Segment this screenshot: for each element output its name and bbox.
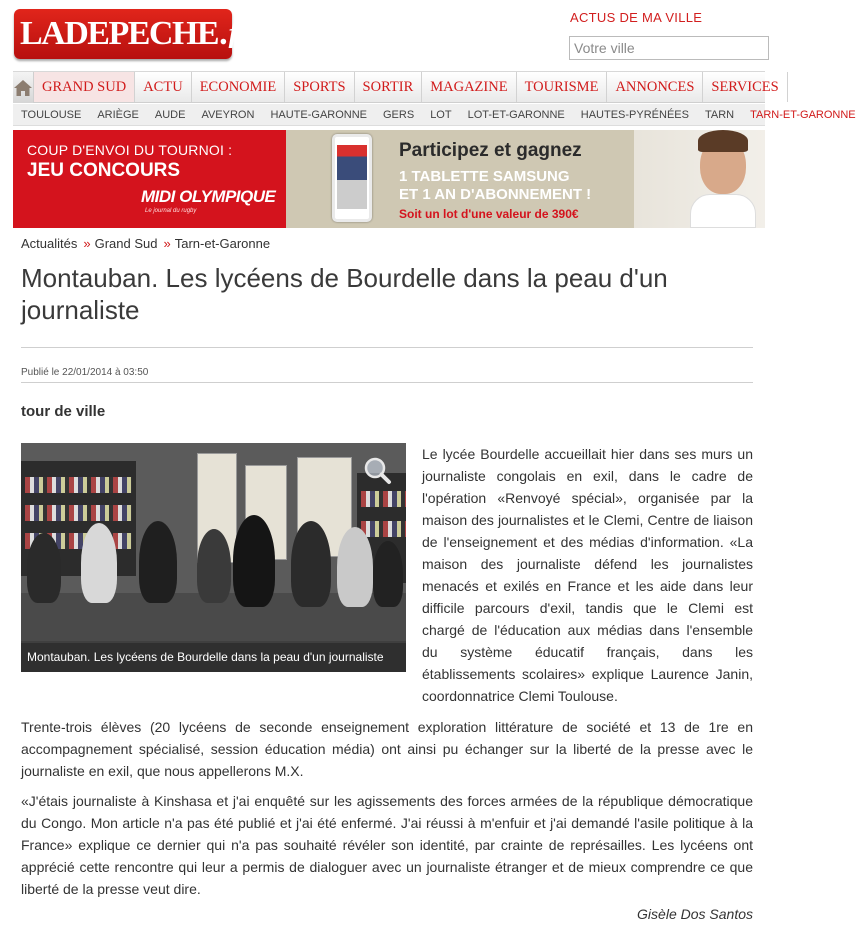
subnav-item-tarn-et-garonne[interactable]: TARN-ET-GARONNE: [750, 109, 856, 121]
contest-banner-ad[interactable]: [13, 130, 765, 228]
nav-item-grand-sud[interactable]: GRAND SUD: [34, 72, 135, 102]
home-icon: [13, 79, 33, 97]
logo-text: LADEPECHE: [20, 15, 219, 52]
publish-date: Publié le 22/01/2014 à 03:50: [21, 367, 149, 378]
divider: [21, 382, 753, 383]
sub-nav: [13, 104, 856, 126]
nav-item-tourisme[interactable]: TOURISME: [517, 72, 608, 102]
breadcrumb-separator: »: [83, 236, 91, 251]
article-rubric: tour de ville: [21, 403, 106, 420]
logo-suffix: fr: [228, 18, 249, 49]
nav-item-economie[interactable]: ECONOMIE: [192, 72, 286, 102]
main-nav: [13, 71, 779, 103]
banner-brand-tagline: Le journal du rugby: [145, 208, 197, 214]
breadcrumb-item-grand-sud[interactable]: Grand Sud: [94, 236, 158, 251]
nav-item-sortir[interactable]: SORTIR: [355, 72, 423, 102]
site-logo[interactable]: [14, 9, 249, 59]
logo-dot: .: [219, 15, 228, 52]
subnav-item-toulouse[interactable]: TOULOUSE: [21, 109, 82, 121]
breadcrumb-item-tarn-et-garonne[interactable]: Tarn-et-Garonne: [174, 236, 271, 251]
nav-item-magazine[interactable]: MAGAZINE: [422, 72, 516, 102]
subnav-item-gers[interactable]: GERS: [383, 109, 415, 121]
subnav-item-lot[interactable]: LOT: [430, 109, 452, 121]
subnav-item-ariege[interactable]: ARIÈGE: [97, 109, 139, 121]
subnav-item-tarn[interactable]: TARN: [704, 109, 735, 121]
banner-prize-line-1: 1 TABLETTE SAMSUNG: [399, 168, 570, 185]
banner-model-photo: [690, 130, 756, 228]
banner-headline: Participez et gagnez: [399, 140, 582, 161]
nav-item-annonces[interactable]: ANNONCES: [607, 72, 703, 102]
subnav-item-lot-et-garonne[interactable]: LOT-ET-GARONNE: [467, 109, 565, 121]
article-author: Gisèle Dos Santos: [637, 906, 753, 922]
zoom-magnifier-icon[interactable]: [362, 455, 392, 485]
photo-caption: Montauban. Les lycéens de Bourdelle dans la peau d'un journaliste: [21, 643, 406, 672]
city-search-input[interactable]: [569, 36, 769, 60]
article-title: Montauban. Les lycéens de Bourdelle dans la peau d'un journaliste: [21, 263, 668, 325]
subnav-item-hautes-pyrenees[interactable]: HAUTES-PYRÉNÉES: [580, 109, 689, 121]
banner-prize-value: Soit un lot d'une valeur de 390€: [399, 207, 579, 221]
banner-right-panel: [634, 130, 765, 228]
banner-left-panel: [13, 130, 286, 228]
breadcrumb-item-actualites[interactable]: Actualités: [21, 236, 78, 251]
banner-kickoff-text: COUP D'ENVOI DU TOURNOI :: [27, 142, 233, 158]
article-paragraph-3: «J'étais journaliste à Kinshasa et j'ai enquêté sur les agissements des forces armées de la république démocratique du Congo. Mon article n'a pas été publié et j'ai été enfermé. J'ai réussi à m'enfuir et j'ai demandé l'asile politique à la France» explique ce dernier qui n'a pas souhaité révéler son identité, par crainte de représailles. Les lycéens ont apprécié cette rencontre qui leur a permis de dialoguer avec un journaliste étranger et de mieux comprendre ce que liberté de la presse veut dire.: [21, 793, 753, 897]
nav-item-services[interactable]: SERVICES: [703, 72, 787, 102]
banner-contest-text: JEU CONCOURS: [27, 160, 181, 181]
tablet-image: [332, 134, 372, 222]
divider: [21, 347, 753, 348]
subnav-item-haute-garonne[interactable]: HAUTE-GARONNE: [270, 109, 367, 121]
banner-brand-logo: MIDI OLYMPIQUE: [141, 187, 276, 206]
article-paragraph-2: Trente-trois élèves (20 lycéens de seconde enseignement exploration littérature de société et 13 de 1re en accompagnement spécialisé, session éducation média) ont ainsi pu échanger sur la liberté de la presse avec le journaliste en exil, que nous appellerons M.X.: [21, 719, 753, 779]
nav-item-sports[interactable]: SPORTS: [285, 72, 354, 102]
nav-home-button[interactable]: [13, 72, 34, 103]
banner-middle-panel: [286, 130, 634, 228]
classroom-scene-image: [21, 443, 406, 641]
banner-prize-line-2: ET 1 AN D'ABONNEMENT !: [399, 186, 592, 203]
city-news-title: ACTUS DE MA VILLE: [570, 10, 703, 25]
subnav-item-aveyron[interactable]: AVEYRON: [201, 109, 255, 121]
breadcrumb: [21, 236, 270, 251]
subnav-item-aude[interactable]: AUDE: [154, 109, 186, 121]
breadcrumb-separator: »: [163, 236, 171, 251]
article-photo[interactable]: [21, 443, 406, 672]
nav-item-actu[interactable]: ACTU: [135, 72, 191, 102]
article-paragraph-1: Le lycée Bourdelle accueillait hier dans ses murs un journaliste congolais en exil, dans le cadre de l'opération «Renvoyé spécial», organisée par la maison des journalistes et le Clemi, Centre de liaison de l'enseignement et des médias d'information. «La maison des journaliste défend les journalistes menacés et exilés en France et les aide dans leur difficile parcours d'exil, tandis que le Clemi est chargé de l'éducation aux médias dans l'ensemble du système éducatif français, dans les établissements scolaires» explique Laurence Janin, coordonnatrice Clemi Toulouse.: [422, 446, 753, 704]
